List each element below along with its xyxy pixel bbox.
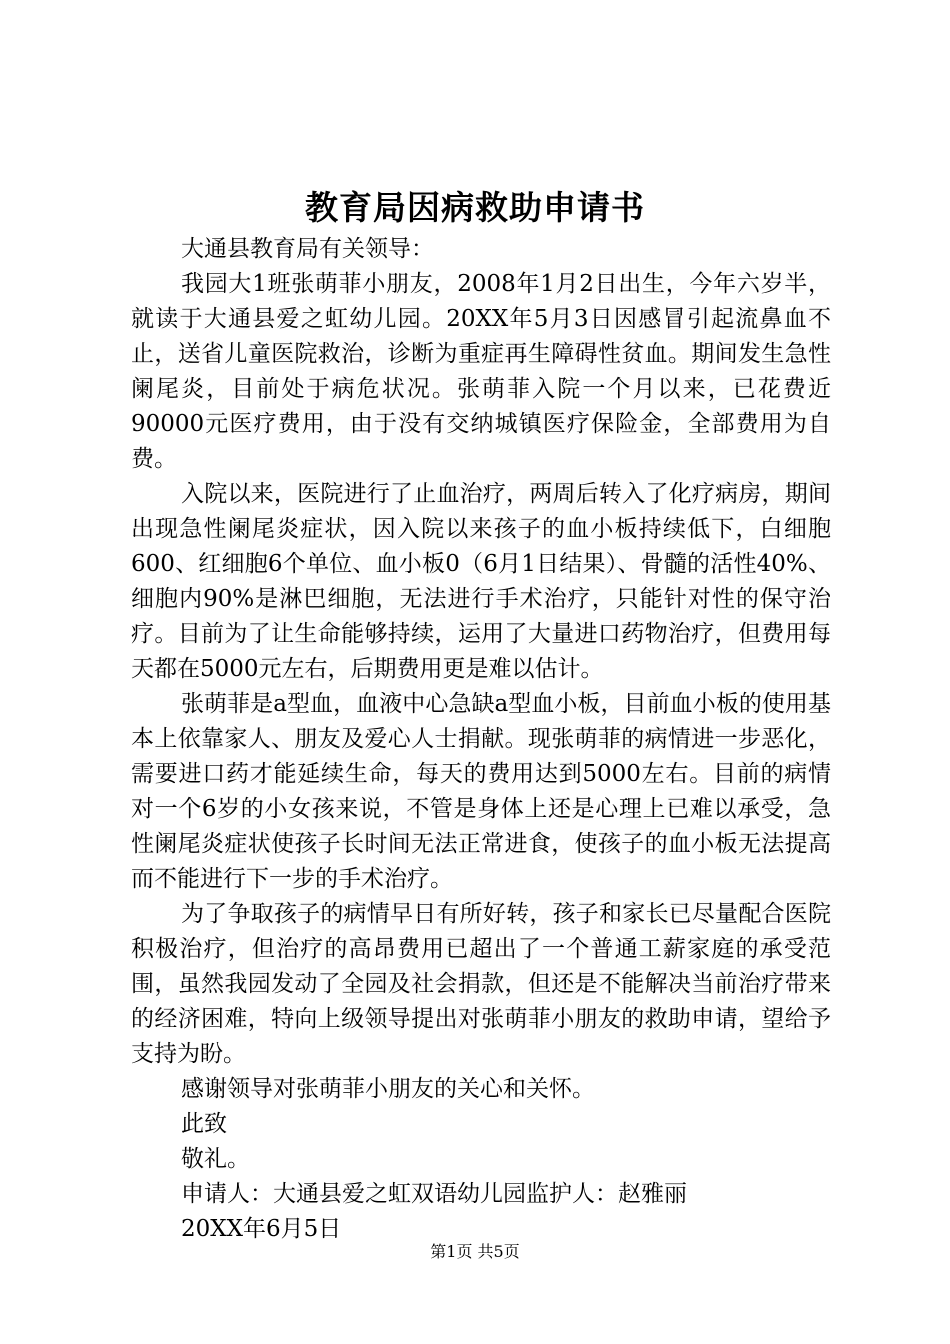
closing-line-2: 敬礼。 [181, 1146, 250, 1172]
thanks-line: 感谢领导对张萌菲小朋友的关心和关怀。 [181, 1076, 595, 1102]
page-footer: 第1页 共5页 [430, 1242, 520, 1261]
paragraph-2: 入院以来，医院进行了止血治疗，两周后转入了化疗病房，期间出现急性阑尾炎症状，因入院以来孩子的血小板持续低下，白细胞600、红细胞6个单位、血小板0（6月1日结果）、骨髓的活性40%、细胞内90%是淋巴细胞，无法进行手术治疗，只能针对性的保守治疗。目前为了让生命能够持续，运用了大量进口药物治疗，但费用每天都在5000元左右，后期费用更是难以估计。 [131, 481, 831, 682]
document-title: 教育局因病救助申请书 [305, 188, 645, 227]
paragraph-1: 我园大1班张萌菲小朋友，2008年1月2日出生，今年六岁半，就读于大通县爱之虹幼儿园。20XX年5月3日因感冒引起流鼻血不止，送省儿童医院救治，诊断为重症再生障碍性贫血。期间发生急性阑尾炎，目前处于病危状况。张萌菲入院一个月以来，已花费近90000元医疗费用，由于没有交纳城镇医疗保险金，全部费用为自费。 [131, 271, 831, 472]
applicant-line: 申请人：大通县爱之虹双语幼儿园监护人：赵雅丽 [181, 1181, 687, 1207]
paragraph-4: 为了争取孩子的病情早日有所好转，孩子和家长已尽量配合医院积极治疗，但治疗的高昂费用已超出了一个普通工薪家庭的承受范围，虽然我园发动了全园及社会捐款，但还是不能解决当前治疗带来的经济困难，特向上级领导提出对张萌菲小朋友的救助申请，望给予支持为盼。 [131, 901, 831, 1067]
document-body [131, 232, 831, 1247]
paragraph-3: 张萌菲是a型血，血液中心急缺a型血小板，目前血小板的使用基本上依靠家人、朋友及爱心人士捐献。现张萌菲的病情进一步恶化，需要进口药才能延续生命，每天的费用达到5000左右。目前的病情对一个6岁的小女孩来说，不管是身体上还是心理上已难以承受，急性阑尾炎症状使孩子长时间无法正常进食，使孩子的血小板无法提高而不能进行下一步的手术治疗。 [131, 691, 831, 892]
closing-line-1: 此致 [181, 1111, 227, 1137]
date-line: 20XX年6月5日 [181, 1216, 342, 1242]
salutation: 大通县教育局有关领导： [181, 236, 434, 262]
